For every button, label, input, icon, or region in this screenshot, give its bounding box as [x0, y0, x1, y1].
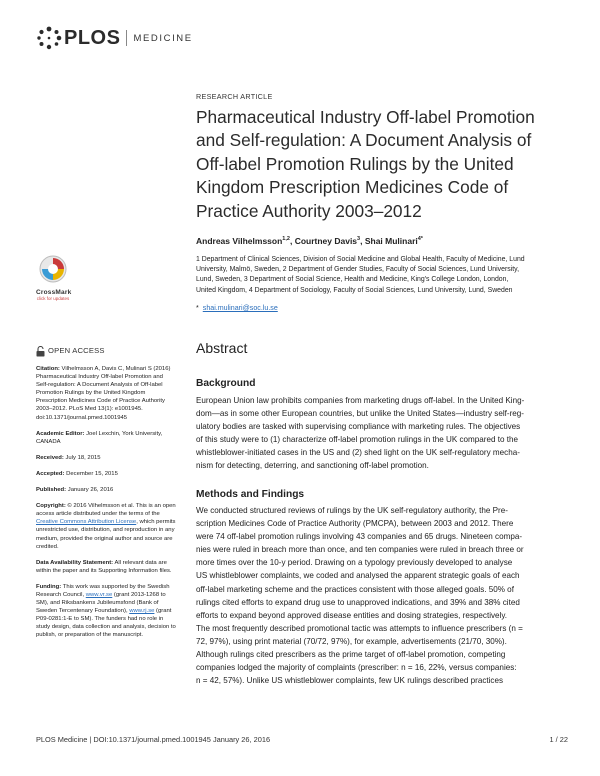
- author-list: Andreas Vilhelmsson$^{1,2}$, Courtney Davis$^3$, Shai Mulinari$^{4*}$: [196, 236, 423, 246]
- affiliations: [196, 255, 568, 296]
- copyright-line: , which permits: [136, 519, 176, 526]
- corresponding-mark: *: [196, 304, 199, 312]
- author-name[interactable]: Shai Mulinari: [364, 236, 418, 246]
- methods-line: efforts to expand beyond approved disease entities and dosing strategies, respectively.: [196, 610, 508, 620]
- title-line: Pharmaceutical Industry Off-label Promotion: [196, 107, 535, 127]
- background-line: dom—as in some other European countries, but unlike the United States—industry self-reg-: [196, 409, 524, 419]
- background-line: whistleblower-initiated cases in the US and (2) shed light on the UK self-regulatory mecha-: [196, 448, 520, 458]
- citation-line: Prescription Medicines Code of Practice Authority: [36, 398, 165, 405]
- methods-line: Although rulings cited prescribers as the prime target of off-label promotion, competing: [196, 650, 506, 660]
- title-line: Off-label Promotion Rulings by the United: [196, 153, 514, 174]
- accepted-label: Accepted:: [36, 470, 65, 477]
- methods-paragraph: [196, 504, 568, 687]
- article-info-sidebar: [36, 346, 186, 648]
- published-block: [36, 486, 186, 494]
- plos-dots-icon: [36, 26, 62, 50]
- background-line: ulatory bodies are tasked with supervising compliance with marketing rules. The objectives: [196, 422, 521, 432]
- background-line: of this study were to (1) characterize off-label promotion rulings in the UK compared to the: [196, 435, 518, 445]
- funding-line: P09-0281:1-E to SM). The funders had no role in: [36, 616, 164, 623]
- crossmark-icon: [39, 255, 67, 283]
- background-heading: Background: [196, 378, 256, 389]
- author-affil-mark: 3: [357, 236, 361, 243]
- funding-block: [36, 583, 186, 640]
- corresponding-email-link[interactable]: shai.mulinari@soc.lu.se: [202, 304, 278, 312]
- logo-journal-name: MEDICINE: [133, 32, 193, 44]
- received-block: [36, 454, 186, 462]
- copyright-line: unrestricted use, distribution, and reproduction in any: [36, 527, 175, 534]
- page-footer: [36, 735, 568, 744]
- data-availability-label: Data Availability Statement:: [36, 559, 114, 566]
- citation-line: 2003–2012. PLoS Med 13(1): e1001945.: [36, 406, 143, 413]
- methods-line: US whistleblower complaints, we coded and analysed the apparent strategic goals of each: [196, 571, 520, 581]
- citation-line: Promotion Rulings by the United Kingdom: [36, 390, 146, 397]
- methods-line: off-label marketing scheme and the practices consistent with those alleged goals. 50% of: [196, 584, 514, 594]
- title-line: Kingdom Prescription Medicines Code of: [196, 177, 509, 198]
- data-availability-block: [36, 559, 186, 575]
- logo-separator: [126, 30, 127, 46]
- citation-line: Vilhelmsson A, Davis C, Mulinari S (2016): [61, 366, 171, 372]
- cc-license-link[interactable]: Creative Commons Attribution License: [36, 519, 137, 526]
- funding-line: (grant: [154, 608, 172, 615]
- background-paragraph: [196, 394, 568, 473]
- background-line: nism for detecting, deterring, and sanctioning off-label promotion.: [196, 461, 429, 471]
- open-lock-icon: [36, 346, 45, 357]
- funding-line: Sweden Tercentenary Foundation),: [36, 608, 130, 615]
- abstract-heading: Abstract: [196, 340, 248, 356]
- copyright-label: Copyright:: [36, 503, 66, 510]
- footer-citation: PLOS Medicine | DOI:10.1371/journal.pmed.1001945 January 26, 2016: [36, 735, 271, 744]
- received-date: July 18, 2015: [65, 454, 101, 461]
- crossmark-label: CrossMark: [36, 289, 72, 296]
- copyright-line: medium, provided the original author and source are: [36, 535, 173, 542]
- funding-line: study design, data collection and analysis, decision to: [36, 624, 176, 631]
- citation-line: Self-regulation: A Document Analysis of Off-label: [36, 382, 163, 389]
- received-label: Received:: [36, 454, 64, 461]
- accepted-block: [36, 470, 186, 478]
- methods-line: rulings cited efforts to expand drug use to unapproved indications, and 39% and 38% cited: [196, 597, 520, 607]
- accepted-date: December 15, 2015: [66, 470, 118, 477]
- open-access-badge: [36, 346, 186, 357]
- crossmark-sub: click for updates: [36, 296, 70, 301]
- methods-line: scription Medicines Code of Practice Authority (PMCPA), between 2003 and 2012. There: [196, 519, 514, 529]
- author-name[interactable]: Andreas Vilhelmsson: [196, 236, 283, 246]
- funding-line: This work was supported by the Swedish: [62, 583, 170, 590]
- funding-label: Funding:: [36, 583, 62, 590]
- editor-line: CANADA: [36, 438, 61, 445]
- background-line: European Union law prohibits companies from marketing drugs off-label. In the United King-: [196, 396, 525, 405]
- methods-line: The most frequently described promotional tactic was attempts to influence prescribers (n =: [196, 623, 523, 633]
- citation-label: Citation:: [36, 366, 60, 372]
- data-availability-line: within the paper and its Supporting Information files.: [36, 567, 172, 574]
- published-label: Published:: [36, 487, 67, 494]
- citation-line: Pharmaceutical Industry Off-label Promotion and: [36, 374, 163, 381]
- editor-block: [36, 430, 186, 446]
- title-line: and Self-regulation: A Document Analysis of: [196, 130, 532, 151]
- citation-line: doi:10.1371/journal.pmed.1001945: [36, 414, 128, 421]
- published-date: January 26, 2016: [67, 487, 114, 494]
- copyright-line: © 2016 Vilhelmsson et al. This is an open: [67, 503, 176, 510]
- affiliation-line: Lund, Sweden, 3 Department of Social Science, Health and Medicine, King's College London, London,: [196, 276, 509, 284]
- copyright-line: credited.: [36, 543, 59, 550]
- corresponding-author: [196, 304, 568, 312]
- article-title: [196, 106, 568, 223]
- methods-line: companies lodged the majority of complaints (prescriber: n = 16, 22%, versus companies:: [196, 663, 517, 673]
- rj-link[interactable]: www.rj.se: [129, 608, 155, 615]
- journal-logo[interactable]: [36, 26, 193, 50]
- vr-link[interactable]: www.vr.se: [85, 591, 113, 598]
- affiliation-line: 1 Department of Clinical Sciences, Division of Social Medicine and Global Health, Faculty of Medicine, Lund: [196, 256, 525, 263]
- logo-plos-text: PLOS: [64, 26, 121, 49]
- citation-block: [36, 365, 186, 422]
- author-affil-mark: 1,2: [282, 236, 290, 243]
- editor-line: Joel Lexchin, York University,: [86, 430, 163, 437]
- data-availability-line: All relevant data are: [114, 559, 167, 566]
- editor-label: Academic Editor:: [36, 430, 85, 437]
- funding-line: SM), and Riksbankens Jubileumsfond (Bank of: [36, 600, 159, 607]
- author-name[interactable]: Courtney Davis: [294, 236, 358, 246]
- funding-line: (grant 2013-1268 to: [112, 591, 166, 598]
- article-type: RESEARCH ARTICLE: [196, 92, 273, 101]
- methods-line: 72, 97%), using print material (70/72, 97%), for example, advertisements (21/70, 30%).: [196, 636, 507, 646]
- affiliation-line: United Kingdom, 4 Department of Sociology, Faculty of Social Sciences, Lund University, Lund, Sweden: [196, 286, 513, 294]
- author-affil-mark: 4*: [417, 236, 423, 243]
- methods-line: more times over the 10-y period. Drawing on a typology previously developed to analyse: [196, 558, 513, 568]
- affiliation-line: University, Malmö, Sweden, 2 Department of Gender Studies, Faculty of Social Sciences, Lund University,: [196, 266, 519, 274]
- crossmark-badge[interactable]: [36, 255, 70, 301]
- funding-line: publish, or preparation of the manuscript.: [36, 632, 144, 639]
- methods-line: n = 42, 57%). Unlike US whistleblower complaints, few UK rulings described practices: [196, 676, 504, 686]
- methods-heading: Methods and Findings: [196, 489, 305, 500]
- methods-line: We conducted structured reviews of rulings by the UK self-regulatory authority, the Pre-: [196, 506, 508, 515]
- copyright-line: access article distributed under the terms of the: [36, 511, 160, 518]
- methods-line: were 74 off-label promotion rulings involving 43 companies and 65 drugs. Nineteen compa-: [196, 532, 523, 542]
- copyright-block: [36, 502, 186, 551]
- page-number: 1 / 22: [549, 735, 568, 744]
- title-line: Practice Authority 2003–2012: [196, 200, 422, 221]
- methods-line: nies were ruled in breach more than once, and ten companies were ruled in breach three or: [196, 545, 524, 555]
- open-access-label: OPEN ACCESS: [48, 346, 105, 356]
- funding-line: Research Council,: [36, 591, 86, 598]
